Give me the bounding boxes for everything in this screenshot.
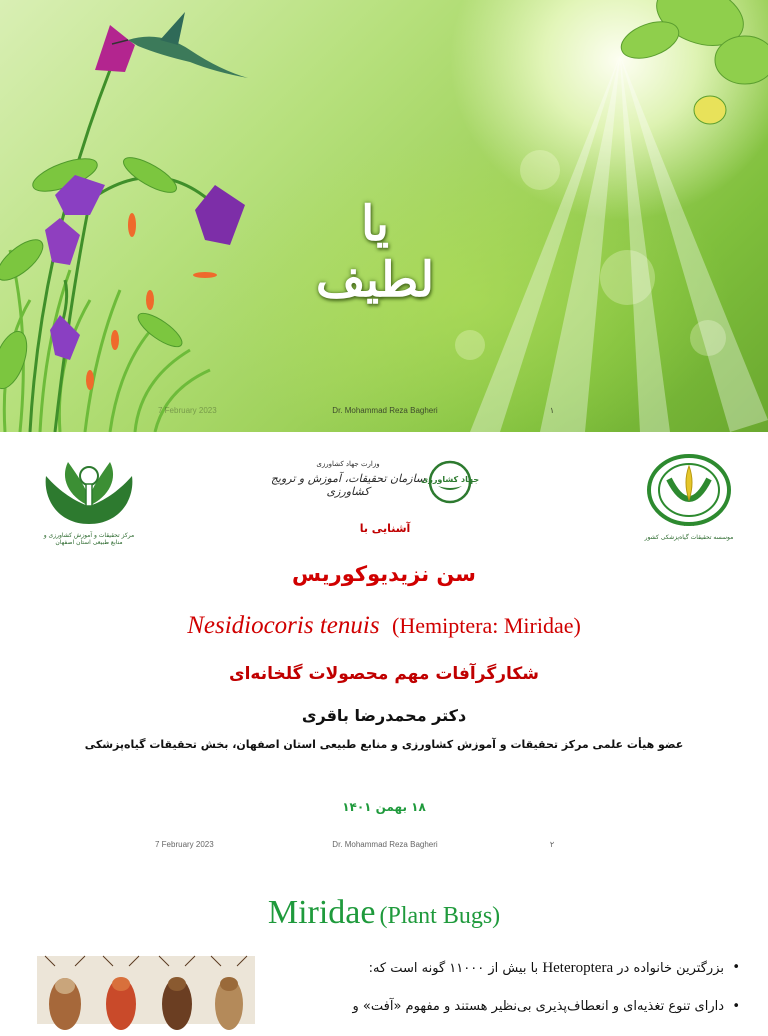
slide-footer-date: 7 February 2023 [158,406,217,415]
persian-species-name: سن نزیدیوکوریس [292,562,476,586]
title-slide-background [0,0,768,432]
classification: (Hemiptera: Miridae) [392,613,581,638]
bug-specimen [103,956,139,1030]
ministry-name: وزارت جهاد کشاورزی [316,460,380,468]
scientific-name: Nesidiocoris tenuis [187,612,380,639]
leaf-emblem-icon [38,454,140,532]
slide-page-number: ۱ [549,406,555,415]
bug-specimens-image [37,956,255,1024]
bullet-latin-term: Heteroptera [542,960,614,976]
bullet-text: بزرگترین خانواده در [617,961,724,976]
areeo-logo [268,460,478,510]
plant-bugs-photo [37,956,255,1024]
author-name: دکتر محمدرضا باقری [301,706,467,725]
slide-title [0,894,768,932]
title-sub: (Plant Bugs) [379,903,501,929]
slide-footer-author: Dr. Mohammad Reza Bagheri [332,840,438,849]
calligraphy-title: یا لطیف [315,196,435,308]
plant-protection-institute-logo [644,454,734,549]
bullet-item [290,960,740,977]
jihad-keshavarzi-seal-icon [420,460,480,504]
bullet-item: • دارای تنوع تغذیه‌ای و انعطاف‌پذیری بی‌نظیر هستند و مفهوم «آفت» و [290,999,740,1014]
right-logo-caption: موسسه تحقیقات گیاه‌پزشکی کشور [644,534,734,541]
title-main: Miridae [267,894,376,931]
orange-buds [86,213,217,390]
author-affiliation: عضو هیأت علمی مرکز تحقیقات و آموزش کشاورزی و منابع طبیعی استان اصفهان، بخش تحقیقات گیاه‌پزشکی [84,738,684,751]
purple-flowers [45,25,245,360]
bullet-text: با بیش از ۱۱۰۰۰ گونه است که: [368,961,539,976]
bullet-list [290,960,740,1036]
slide-footer-date: 7 February 2023 [155,840,214,849]
right-logo-year: ۱۳۲۲ [682,521,696,528]
intro-text: آشنایی با [359,522,411,535]
wheat-emblem-icon [644,454,734,534]
left-logo-caption: مرکز تحقیقات و آموزش کشاورزی و منابع طبیعی استان اصفهان [43,532,135,546]
slide-page-number: ۲ [549,840,555,849]
bug-specimen [211,956,247,1030]
miridae-slide [0,864,768,1024]
jihad-seal-label: جهاد کشاورزی [420,475,480,484]
cover-slide [0,432,768,864]
isfahan-research-center-logo [38,454,140,544]
bug-specimen [159,956,195,1030]
scientific-name-line [0,612,768,640]
presentation-date: ۱۸ بهمن ۱۴۰۱ [342,800,426,814]
presentation-subtitle: شکارگرآفات مهم محصولات گلخانه‌ای [229,664,539,684]
slide-footer-author: Dr. Mohammad Reza Bagheri [332,406,438,415]
organization-name: سازمان تحقیقات، آموزش و ترویج کشاورزی [270,472,426,498]
bug-specimen [45,956,85,1030]
